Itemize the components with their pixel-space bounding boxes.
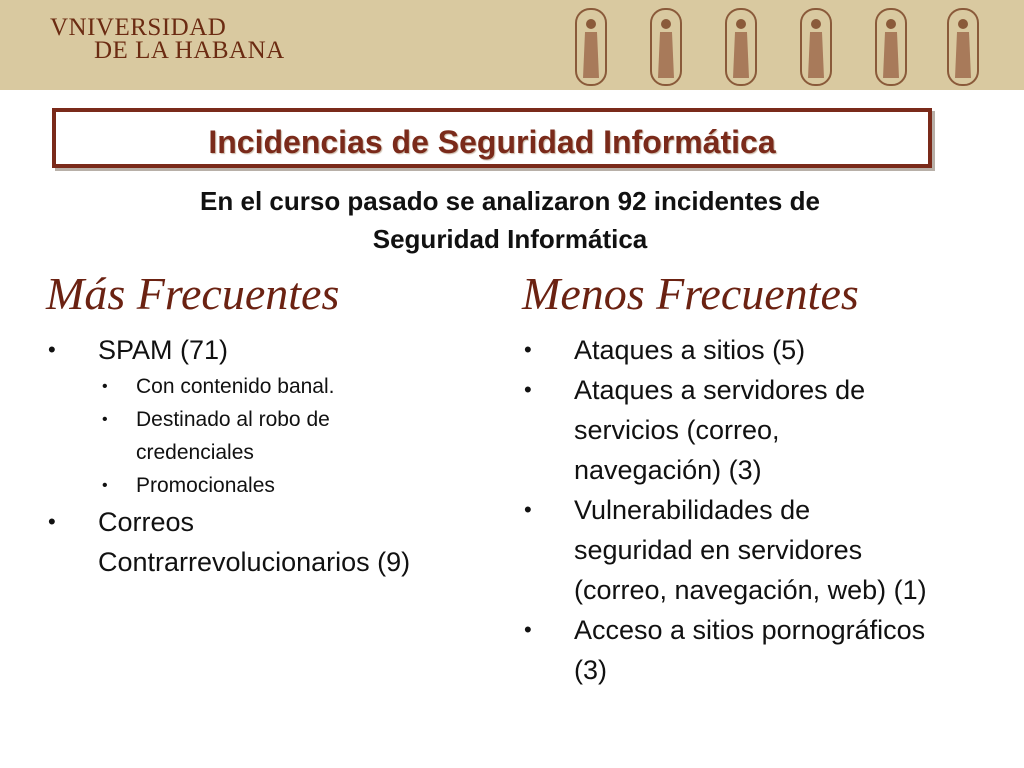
list-item (522, 330, 992, 370)
right-column (522, 268, 992, 690)
list-item (46, 502, 486, 582)
page-title: Incidencias de Seguridad Informática (208, 124, 776, 160)
subtitle-line-1: En el curso pasado se analizaron 92 incidentes de (200, 186, 820, 216)
bullet-icon: • (102, 378, 108, 395)
list-item-text: (correo, navegación, web) (1) (574, 575, 927, 605)
logo-line-2: DE LA HABANA (94, 37, 285, 64)
bullet-icon: • (102, 411, 108, 428)
left-column (46, 268, 486, 582)
statue-figure-icon (725, 8, 757, 86)
list-item-text: Vulnerabilidades de (574, 495, 811, 525)
list-item (522, 370, 992, 490)
sub-item-text: Destinado al robo de (136, 408, 330, 431)
sub-item-text: credenciales (136, 441, 254, 464)
sub-list-item (46, 370, 486, 403)
list-item-text: Correos (98, 507, 195, 537)
list-item-text: (3) (574, 655, 607, 685)
statue-figure-icon (947, 8, 979, 86)
sub-list-item (46, 469, 486, 502)
bullet-icon: • (102, 477, 108, 494)
list-item (46, 330, 486, 370)
subtitle (60, 182, 960, 258)
university-logo (50, 16, 285, 62)
bullet-icon: • (48, 337, 56, 362)
list-item-text: SPAM (71) (98, 335, 229, 365)
statue-figure-icon (800, 8, 832, 86)
list-item-text: Contrarrevolucionarios (9) (98, 547, 411, 577)
bullet-icon: • (524, 617, 532, 642)
statue-figure-icon (650, 8, 682, 86)
bullet-icon: • (524, 337, 532, 362)
logo-line-1: VNIVERSIDAD (50, 14, 227, 41)
bullet-icon: • (48, 509, 56, 534)
list-item-text: Ataques a servidores de (574, 375, 866, 405)
statue-figure-icon (875, 8, 907, 86)
right-heading: Menos Frecuentes (522, 268, 859, 319)
list-item-text: servicios (correo, (574, 415, 780, 445)
header-banner (0, 0, 1024, 90)
statue-figure-icon (575, 8, 607, 86)
statue-figures (575, 8, 995, 88)
right-list (522, 330, 992, 690)
list-item-text: Ataques a sitios (5) (574, 335, 806, 365)
subtitle-line-2: Seguridad Informática (372, 224, 648, 254)
bullet-icon: • (524, 377, 532, 402)
list-item (522, 490, 992, 610)
sub-item-text: Con contenido banal. (136, 375, 335, 398)
list-item-text: seguridad en servidores (574, 535, 863, 565)
bullet-icon: • (524, 497, 532, 522)
sub-item-text: Promocionales (136, 474, 275, 497)
left-list (46, 330, 486, 582)
title-box (52, 108, 932, 168)
list-item (522, 610, 992, 690)
list-item-text: Acceso a sitios pornográficos (574, 615, 926, 645)
list-item-text: navegación) (3) (574, 455, 762, 485)
sub-list-item (46, 403, 486, 469)
left-heading: Más Frecuentes (46, 268, 340, 319)
